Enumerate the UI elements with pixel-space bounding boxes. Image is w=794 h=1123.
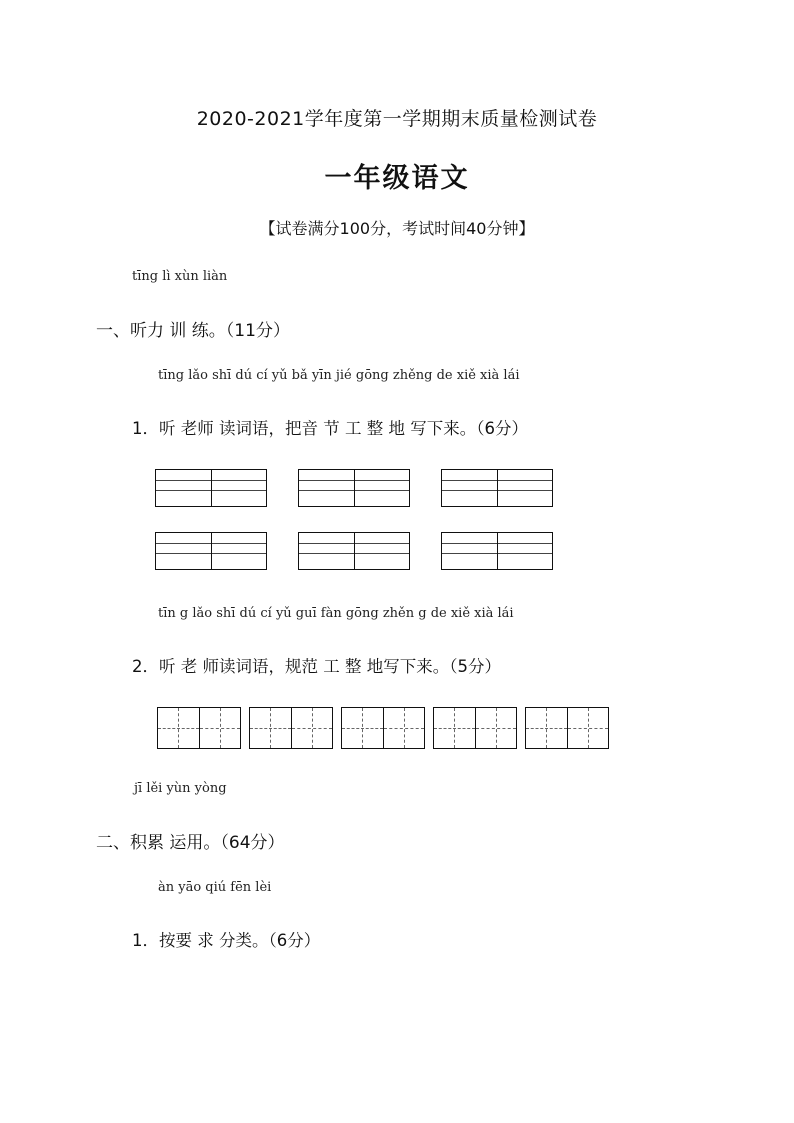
- q2-text: 2．听 老 师读词语，规范 工 整 地写下来。（5分）: [132, 657, 501, 676]
- pinyin-box[interactable]: [441, 469, 553, 507]
- character-box[interactable]: [525, 707, 609, 749]
- exam-title: 2020-2021学年度第一学期期末质量检测试卷: [196, 108, 598, 130]
- q2-pinyin: tīn g lǎo shī dú cí yǔ guī fàn gōng zhěn g de xiě xià lái: [158, 606, 514, 621]
- pinyin-box[interactable]: [155, 532, 267, 570]
- subject-title: 一年级语文: [324, 163, 470, 194]
- section2-pinyin: jī lěi yùn yòng: [134, 781, 227, 796]
- character-box[interactable]: [157, 707, 241, 749]
- s2q1-text: 1．按要 求 分类。（6分）: [132, 931, 321, 950]
- pinyin-box[interactable]: [441, 532, 553, 570]
- character-box[interactable]: [341, 707, 425, 749]
- q1-pinyin: tīng lǎo shī dú cí yǔ bǎ yīn jié gōng zhěng de xiě xià lái: [158, 368, 520, 383]
- character-box[interactable]: [249, 707, 333, 749]
- section1-heading: 一、听力 训 练。（11分）: [96, 321, 290, 341]
- pinyin-box[interactable]: [155, 469, 267, 507]
- s2q1-pinyin: àn yāo qiú fēn lèi: [158, 880, 272, 895]
- exam-note: 【试卷满分100分，考试时间40分钟】: [259, 219, 535, 238]
- pinyin-box[interactable]: [298, 469, 410, 507]
- section2-heading: 二、积累 运用。（64分）: [96, 833, 285, 853]
- pinyin-box[interactable]: [298, 532, 410, 570]
- character-box[interactable]: [433, 707, 517, 749]
- section1-pinyin: tīng lì xùn liàn: [132, 269, 228, 284]
- q1-text: 1．听 老师 读词语，把音 节 工 整 地 写下来。（6分）: [132, 419, 528, 438]
